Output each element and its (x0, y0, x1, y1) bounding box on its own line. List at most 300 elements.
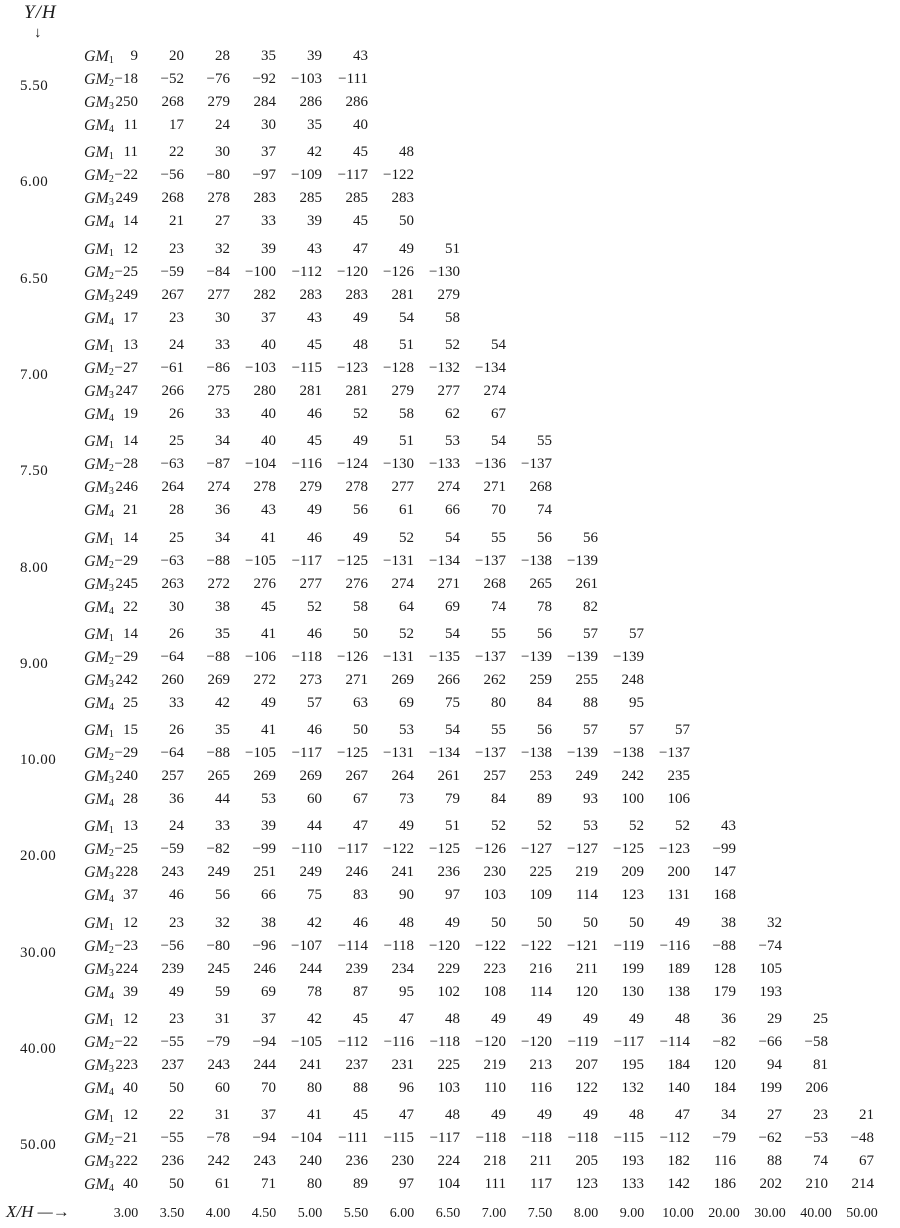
table-cell: 95 (629, 694, 644, 711)
table-cell: 277 (299, 575, 322, 592)
table-cell: 45 (353, 1107, 368, 1124)
table-cell: 265 (207, 768, 230, 785)
table-cell: 14 (123, 213, 138, 230)
table-cell: 249 (299, 864, 322, 881)
table-cell: 103 (483, 887, 506, 904)
table-cell: 51 (399, 433, 414, 450)
table-cell: 60 (215, 1080, 230, 1096)
table-cell: −124 (337, 456, 368, 473)
table-cell: −105 (291, 1034, 322, 1050)
table-cell: 257 (483, 768, 506, 785)
table-cell: 168 (713, 887, 736, 904)
table-cell: 250 (115, 94, 138, 110)
table-cell: −137 (521, 456, 552, 473)
x-value: 6.50 (435, 1206, 461, 1221)
table-cell: −56 (160, 167, 184, 184)
table-cell: 25 (123, 694, 138, 711)
table-cell: 82 (583, 598, 598, 615)
table-cell: 261 (437, 768, 460, 785)
table-cell: −84 (206, 263, 230, 280)
table-cell: 40 (261, 405, 276, 422)
table-cell: 255 (575, 671, 598, 688)
table-cell: 54 (445, 529, 460, 546)
y-value: 30.00 (20, 944, 57, 961)
table-cell: 25 (169, 529, 184, 546)
table-cell: 120 (713, 1057, 736, 1073)
table-cell: 46 (169, 887, 184, 904)
table-cell: 74 (537, 502, 552, 519)
table-cell: 285 (345, 190, 368, 207)
table-cell: 209 (621, 864, 644, 881)
table-cell: −28 (114, 456, 138, 473)
table-cell: 249 (207, 864, 230, 881)
table-cell: 12 (123, 240, 138, 257)
table-cell: 253 (529, 768, 552, 785)
y-value: 7.00 (20, 366, 49, 383)
table-cell: 223 (483, 960, 506, 977)
table-cell: −134 (429, 745, 460, 762)
table-cell: 117 (530, 1176, 552, 1193)
table-cell: 264 (391, 768, 414, 785)
table-cell: 21 (123, 502, 138, 519)
table-cell: 249 (115, 190, 138, 207)
x-value: 3.00 (113, 1206, 139, 1221)
table-cell: 41 (261, 722, 276, 739)
table-cell: −126 (475, 841, 506, 858)
table-cell: 30 (215, 309, 230, 326)
table-cell: 30 (169, 598, 184, 615)
table-cell: −123 (659, 841, 690, 858)
table-cell: 224 (115, 960, 138, 977)
gm-row-label: $GM_1$ (84, 433, 114, 452)
table-cell: 268 (529, 479, 552, 496)
table-cell: 87 (353, 983, 368, 1000)
table-cell: −117 (429, 1130, 460, 1147)
gm-row-label: $GM_1$ (84, 529, 114, 548)
table-cell: −118 (567, 1130, 598, 1147)
table-cell: −59 (160, 263, 184, 280)
table-cell: 35 (215, 722, 230, 739)
gm-row-label: $GM_2$ (84, 648, 114, 667)
table-cell: −55 (160, 1034, 184, 1050)
down-arrow-icon: ↓ (34, 25, 42, 41)
table-cell: 229 (437, 960, 460, 977)
table-cell: 71 (261, 1176, 276, 1193)
table-cell: 79 (445, 791, 460, 808)
table-cell: 81 (813, 1057, 828, 1073)
table-cell: −122 (521, 937, 552, 954)
table-cell: 56 (537, 625, 552, 642)
table-cell: 49 (261, 694, 276, 711)
table-cell: 106 (667, 791, 690, 808)
table-cell: 130 (621, 983, 644, 1000)
table-cell: −139 (567, 552, 598, 569)
table-cell: −114 (659, 1034, 690, 1050)
table-cell: −27 (114, 359, 138, 376)
table-cell: 49 (537, 1107, 552, 1124)
table-cell: 236 (161, 1153, 184, 1170)
table-cell: −127 (521, 841, 552, 858)
table-cell: 47 (399, 1011, 414, 1027)
table-cell: 269 (253, 768, 276, 785)
table-cell: 80 (307, 1080, 322, 1096)
table-cell: 44 (307, 818, 322, 835)
gm-row-label: $GM_2$ (84, 71, 114, 89)
table-cell: −23 (114, 937, 138, 954)
table-cell: −66 (758, 1034, 782, 1050)
table-cell: 56 (537, 722, 552, 739)
table-cell: −111 (338, 1130, 368, 1147)
table-cell: 283 (253, 190, 276, 207)
table-cell: 50 (399, 213, 414, 230)
table-cell: −63 (160, 456, 184, 473)
gm-row-label: $GM_3$ (84, 864, 114, 883)
gm-row-label: $GM_4$ (84, 598, 114, 617)
x-value: 7.50 (527, 1206, 553, 1221)
table-cell: −139 (567, 648, 598, 665)
x-value: 20.00 (708, 1206, 740, 1221)
table-cell: 260 (161, 671, 184, 688)
gm-row-label: $GM_3$ (84, 671, 114, 690)
table-cell: 47 (353, 818, 368, 835)
table-cell: −130 (429, 263, 460, 280)
table-cell: −115 (613, 1130, 644, 1147)
table-cell: 32 (215, 914, 230, 931)
table-cell: −88 (206, 552, 230, 569)
table-cell: 96 (399, 1080, 414, 1096)
table-cell: 73 (399, 791, 414, 808)
table-cell: 224 (437, 1153, 460, 1170)
table-cell: −119 (567, 1034, 598, 1050)
table-cell: 184 (713, 1080, 736, 1096)
table-cell: 22 (169, 144, 184, 161)
table-cell: 95 (399, 983, 414, 1000)
table-cell: 225 (529, 864, 552, 881)
gm-row-label: $GM_4$ (84, 213, 114, 232)
table-cell: 39 (123, 983, 138, 1000)
table-cell: 56 (215, 887, 230, 904)
table-cell: 108 (483, 983, 506, 1000)
table-cell: 35 (215, 625, 230, 642)
table-cell: 184 (667, 1057, 690, 1073)
table-cell: −120 (337, 263, 368, 280)
table-cell: −131 (383, 745, 414, 762)
table-cell: 246 (115, 479, 138, 496)
gm-row-label: $GM_4$ (84, 405, 114, 424)
table-cell: 66 (261, 887, 276, 904)
table-cell: 39 (261, 240, 276, 257)
gm-row-label: $GM_4$ (84, 791, 114, 810)
table-cell: 34 (721, 1107, 736, 1124)
table-cell: 33 (215, 336, 230, 353)
table-cell: 46 (307, 529, 322, 546)
table-cell: −120 (429, 937, 460, 954)
x-value: 4.00 (205, 1206, 231, 1221)
table-cell: 54 (491, 336, 506, 353)
table-cell: −116 (291, 456, 322, 473)
gm-row-label: $GM_1$ (84, 240, 114, 259)
table-cell: −105 (245, 552, 276, 569)
table-cell: 193 (759, 983, 782, 1000)
table-cell: 236 (345, 1153, 368, 1170)
table-cell: 277 (437, 382, 460, 399)
table-cell: 58 (445, 309, 460, 326)
table-cell: 243 (207, 1057, 230, 1073)
table-cell: 36 (721, 1011, 736, 1027)
gm-row-label: $GM_1$ (84, 625, 114, 644)
gm-row-label: $GM_1$ (84, 818, 114, 837)
table-cell: −137 (475, 552, 506, 569)
table-cell: 39 (307, 48, 322, 64)
table-cell: −29 (114, 552, 138, 569)
table-cell: 213 (529, 1057, 552, 1073)
table-cell: 274 (207, 479, 230, 496)
table-cell: −106 (245, 648, 276, 665)
table-cell: 36 (215, 502, 230, 519)
table-cell: −116 (659, 937, 690, 954)
table-cell: −105 (245, 745, 276, 762)
table-cell: 24 (215, 117, 230, 133)
table-cell: −111 (338, 71, 368, 87)
gm-row-label: $GM_3$ (84, 1153, 114, 1172)
table-cell: 105 (759, 960, 782, 977)
table-cell: 38 (721, 914, 736, 931)
table-cell: 22 (123, 598, 138, 615)
table-cell: −125 (429, 841, 460, 858)
x-value: 7.00 (481, 1206, 507, 1221)
table-cell: 90 (399, 887, 414, 904)
table-cell: 52 (675, 818, 690, 835)
table-cell: 271 (345, 671, 368, 688)
table-cell: 242 (207, 1153, 230, 1170)
y-value: 7.50 (20, 463, 49, 480)
table-cell: −87 (206, 456, 230, 473)
table-cell: 278 (345, 479, 368, 496)
gm-row-label: $GM_4$ (84, 983, 114, 1002)
table-cell: 272 (207, 575, 230, 592)
table-cell: 23 (169, 309, 184, 326)
table-cell: 63 (353, 694, 368, 711)
table-cell: 103 (437, 1080, 460, 1096)
table-cell: 70 (491, 502, 506, 519)
table-cell: 261 (575, 575, 598, 592)
table-cell: 34 (215, 433, 230, 450)
table-cell: 55 (491, 625, 506, 642)
table-cell: −48 (850, 1130, 874, 1147)
table-cell: 37 (123, 887, 138, 904)
table-cell: −64 (160, 745, 184, 762)
table-cell: −137 (475, 745, 506, 762)
table-cell: −88 (712, 937, 736, 954)
gm-row-label: $GM_3$ (84, 768, 114, 787)
table-cell: 31 (215, 1011, 230, 1027)
table-cell: −107 (291, 937, 322, 954)
table-cell: 271 (483, 479, 506, 496)
table-cell: 12 (123, 1107, 138, 1124)
table-cell: 193 (621, 1153, 644, 1170)
table-cell: −88 (206, 745, 230, 762)
table-cell: −125 (337, 552, 368, 569)
table-cell: 69 (261, 983, 276, 1000)
table-cell: 11 (123, 144, 138, 161)
table-cell: 240 (299, 1153, 322, 1170)
gm-row-label: $GM_1$ (84, 48, 114, 66)
table-cell: 131 (667, 887, 690, 904)
table-cell: −138 (521, 552, 552, 569)
table-cell: 21 (859, 1107, 874, 1124)
table-cell: 11 (123, 117, 138, 133)
table-cell: 39 (261, 818, 276, 835)
table-cell: 74 (813, 1153, 828, 1170)
x-value: 5.50 (343, 1206, 369, 1221)
table-cell: −103 (291, 71, 322, 87)
table-cell: 32 (767, 914, 782, 931)
table-cell: 52 (307, 598, 322, 615)
table-cell: 239 (345, 960, 368, 977)
table-cell: −136 (475, 456, 506, 473)
table-cell: 39 (307, 213, 322, 230)
table-cell: 17 (123, 309, 138, 326)
table-cell: 205 (575, 1153, 598, 1170)
table-cell: −134 (429, 552, 460, 569)
table-cell: 277 (391, 479, 414, 496)
table-cell: −137 (475, 648, 506, 665)
table-cell: −123 (337, 359, 368, 376)
table-cell: 52 (629, 818, 644, 835)
table-cell: −127 (567, 841, 598, 858)
table-cell: 40 (123, 1080, 138, 1096)
table-cell: 123 (621, 887, 644, 904)
table-cell: 242 (115, 671, 138, 688)
table-cell: −80 (206, 167, 230, 184)
table-cell: 140 (667, 1080, 690, 1096)
table-cell: 50 (353, 625, 368, 642)
table-cell: −109 (291, 167, 322, 184)
table-cell: 43 (353, 48, 368, 64)
table-cell: 282 (253, 286, 276, 303)
table-cell: 234 (391, 960, 414, 977)
table-cell: 97 (445, 887, 460, 904)
table-cell: −132 (429, 359, 460, 376)
gm-row-label: $GM_4$ (84, 887, 114, 906)
table-cell: 49 (353, 529, 368, 546)
table-cell: 54 (491, 433, 506, 450)
table-cell: 23 (813, 1107, 828, 1124)
table-cell: 211 (530, 1153, 552, 1170)
table-cell: 279 (391, 382, 414, 399)
table-cell: 269 (207, 671, 230, 688)
table-cell: 245 (115, 575, 138, 592)
table-cell: −96 (252, 937, 276, 954)
table-cell: −112 (291, 263, 322, 280)
table-cell: 37 (261, 1107, 276, 1124)
gm-row-label: $GM_4$ (84, 309, 114, 328)
table-cell: 42 (307, 914, 322, 931)
table-cell: 240 (115, 768, 138, 785)
table-cell: 53 (399, 722, 414, 739)
table-cell: 246 (345, 864, 368, 881)
table-cell: −79 (712, 1130, 736, 1147)
table-cell: 45 (353, 213, 368, 230)
table-cell: 228 (115, 864, 138, 881)
table-cell: 28 (169, 502, 184, 519)
table-cell: 147 (713, 864, 736, 881)
table-cell: −112 (337, 1034, 368, 1050)
table-cell: 67 (859, 1153, 874, 1170)
table-cell: −92 (252, 71, 276, 87)
table-cell: 283 (391, 190, 414, 207)
table-cell: 43 (307, 309, 322, 326)
table-cell: −133 (429, 456, 460, 473)
table-cell: 210 (805, 1176, 828, 1193)
table-cell: 268 (483, 575, 506, 592)
table-cell: −114 (337, 937, 368, 954)
table-cell: −126 (337, 648, 368, 665)
table-cell: 237 (345, 1057, 368, 1073)
y-axis-label: Y/H (24, 2, 57, 23)
table-cell: 14 (123, 433, 138, 450)
table-cell: 110 (484, 1080, 506, 1096)
gm-row-label: $GM_3$ (84, 479, 114, 498)
table-cell: −100 (245, 263, 276, 280)
table-cell: 41 (261, 625, 276, 642)
table-cell: 36 (169, 791, 184, 808)
table-cell: 286 (345, 94, 368, 110)
table-cell: 102 (437, 983, 460, 1000)
table-cell: 48 (629, 1107, 644, 1124)
table-cell: 57 (583, 625, 598, 642)
table-cell: −110 (291, 841, 322, 858)
table-cell: 237 (161, 1057, 184, 1073)
table-cell: −99 (712, 841, 736, 858)
table-cell: −82 (206, 841, 230, 858)
table-cell: 249 (115, 286, 138, 303)
table-cell: 100 (621, 791, 644, 808)
table-cell: −118 (521, 1130, 552, 1147)
table-cell: −25 (114, 263, 138, 280)
table-cell: −131 (383, 648, 414, 665)
table-cell: 267 (345, 768, 368, 785)
gm-row-label: $GM_3$ (84, 286, 114, 305)
table-cell: 281 (345, 382, 368, 399)
table-cell: 199 (621, 960, 644, 977)
table-cell: 285 (299, 190, 322, 207)
table-cell: 14 (123, 625, 138, 642)
table-cell: 94 (767, 1057, 782, 1073)
table-cell: 45 (307, 433, 322, 450)
table-cell: 43 (307, 240, 322, 257)
table-cell: −61 (160, 359, 184, 376)
table-cell: 19 (123, 405, 138, 422)
table-cell: 244 (253, 1057, 276, 1073)
table-cell: −122 (383, 841, 414, 858)
table-cell: 61 (399, 502, 414, 519)
table-cell: 43 (721, 818, 736, 835)
table-cell: −139 (521, 648, 552, 665)
table-cell: 30 (215, 144, 230, 161)
table-cell: 28 (215, 48, 230, 64)
table-cell: 276 (345, 575, 368, 592)
table-cell: 52 (537, 818, 552, 835)
table-cell: 55 (537, 433, 552, 450)
gm-row-label: $GM_2$ (84, 1034, 114, 1052)
table-cell: 75 (307, 887, 322, 904)
table-cell: −82 (712, 1034, 736, 1050)
table-cell: −117 (337, 167, 368, 184)
table-cell: −122 (475, 937, 506, 954)
table-cell: 64 (399, 598, 414, 615)
table-cell: −103 (245, 359, 276, 376)
